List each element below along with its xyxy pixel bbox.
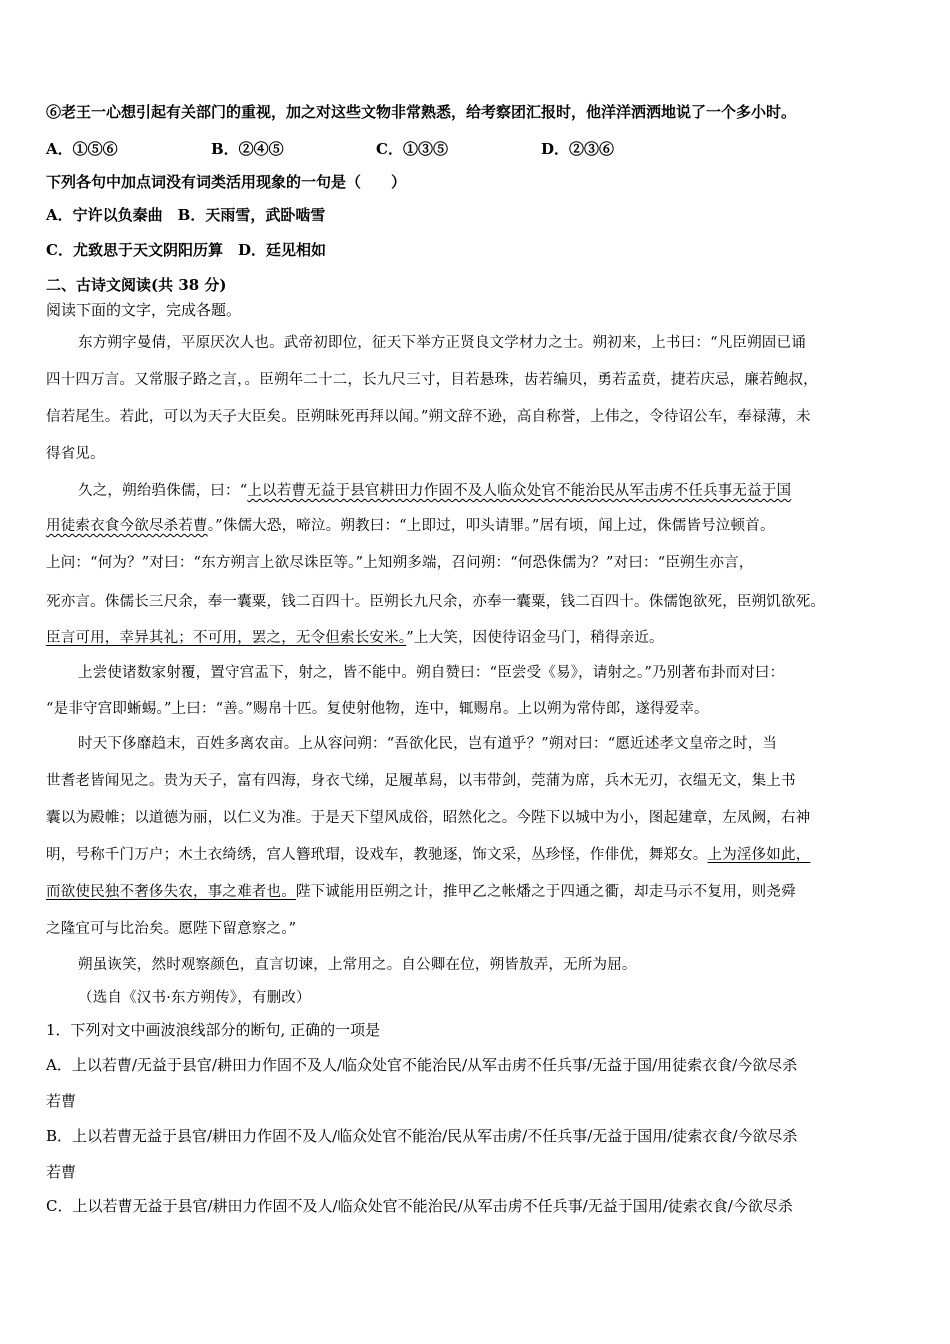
passage-p2-line5 <box>46 628 664 648</box>
choice-d: D．②③⑥ <box>541 140 615 158</box>
q6-statement: ⑥老王一心想引起有关部门的重视，加之对这些文物非常熟悉，给考察团汇报时，他洋洋洒洒地说了一个多小时。 <box>46 103 797 121</box>
choice-a: A．①⑤⑥ <box>46 140 118 158</box>
choice-c: C．①③⑤ <box>376 140 448 158</box>
word-usage-options-cd: C．尤致思于天文阴阳历算 D．廷见相如 <box>46 241 326 259</box>
question1-option-a-cont: 若曹 <box>46 1092 77 1110</box>
underlined-sentence: 而欲使民独不奢侈失农，事之难者也。 <box>46 884 296 900</box>
passage-p4-line5 <box>46 882 796 902</box>
question1-option-a: A．上以若曹/无益于县官/耕田力作固不及人/临众处官不能治民/从军击虏不任兵事/无益于国/用徒索衣食/今欲尽杀 <box>46 1056 798 1074</box>
passage-p4-line3: 囊以为殿帷；以道德为丽，以仁义为准。于是天下望风成俗，昭然化之。今陛下以城中为小，图起建章，左凤阙，右神 <box>46 810 811 826</box>
passage-p1-line4: 得省见。 <box>46 446 105 462</box>
passage-text: 。”侏儒大恐，啼泣。朔教曰：“上即过，叩头请罪。”居有顷，闻上过，侏儒皆号泣顿首。 <box>207 518 775 534</box>
passage-source: （选自《汉书·东方朔传》，有删改） <box>78 990 311 1006</box>
passage-text: 陛下诚能用臣朔之计，推甲乙之帐燔之于四通之衢，却走马示不复用，则尧舜 <box>295 884 796 900</box>
question1-option-c: C．上以若曹无益于县官/耕田力作固不及人/临众处官不能治民/从军击虏不任兵事/无益于国用/徒索衣食/今欲尽杀 <box>46 1197 793 1215</box>
passage-p2-line1 <box>78 481 791 501</box>
answer-choices <box>46 139 614 159</box>
wavy-underlined-text: 用徒索衣食今欲尽杀若曹 <box>46 518 208 534</box>
section-instruction: 阅读下面的文字，完成各题。 <box>46 301 242 319</box>
passage-p2-line4: 死亦言。侏儒长三尺余，奉一囊粟，钱二百四十。臣朔长九尺余，亦奉一囊粟，钱二百四十。侏儒饱欲死，臣朔饥欲死。 <box>46 594 826 610</box>
underlined-sentence: 臣言可用，幸异其礼；不可用，罢之，无令但索长安米。 <box>46 630 407 646</box>
passage-p4-line6: 之隆宜可与比治矣。愿陛下留意察之。” <box>46 921 297 937</box>
passage-p1-line2: 四十四万言。又常服子路之言，。臣朔年二十二，长九尺三寸，目若悬珠，齿若编贝，勇若孟贲，捷若庆忌，廉若鲍叔， <box>46 372 818 388</box>
choice-b: B．②④⑤ <box>211 140 284 158</box>
question1-option-b-cont: 若曹 <box>46 1163 77 1181</box>
wavy-underlined-text: 上以若曹无益于县官耕田力作固不及人临众处官不能治民从军击虏不任兵事无益于国 <box>247 483 792 499</box>
passage-p3-line2: “是非守宫即蜥蜴。”上曰：“善。”赐帛十匹。复使射他物，连中，辄赐帛。上以朔为常侍郎，遂得爱幸。 <box>46 701 709 717</box>
passage-text: ”上大笑，因使待诏金马门，稍得亲近。 <box>406 630 664 646</box>
passage-p4-line4 <box>46 845 810 865</box>
passage-p3-line1: 上尝使诸数家射覆，置守宫盂下，射之，皆不能中。朔自赞曰：“臣尝受《易》，请射之。”乃别著布卦而对曰： <box>78 665 785 681</box>
passage-p4-line1: 时天下侈靡趋末，百姓多离农亩。上从容问朔：“吾欲化民，岂有道乎？”朔对曰：“愿近述孝文皇帝之时，当 <box>78 736 778 752</box>
passage-p2-line3: 上问：“何为？”对曰：“东方朔言上欲尽诛臣等。”上知朔多端，召问朔：“何恐侏儒为？”对曰：“臣朔生亦言， <box>46 555 754 571</box>
section-title: 二、古诗文阅读(共 38 分) <box>46 276 227 294</box>
passage-p4-line2: 世耆老皆闻见之。贵为天子，富有四海，身衣弋绨，足履革舄，以韦带剑，莞蒲为席，兵木无刃，衣缊无文，集上书 <box>46 773 796 789</box>
word-usage-options-ab: A．宁许以负秦曲 B．天雨雪，武卧啮雪 <box>46 206 326 224</box>
passage-p5-line1: 朔虽诙笑，然时观察颜色，直言切谏，上常用之。自公卿在位，朔皆敖弄，无所为屈。 <box>78 957 637 973</box>
word-usage-stem: 下列各句中加点词没有词类活用现象的一句是（ ） <box>46 173 407 191</box>
passage-p1-line3: 信若尾生。若此，可以为天子大臣矣。臣朔昧死再拜以闻。”朔文辞不逊，高自称誉，上伟之，令待诏公车，奉禄薄，未 <box>46 409 811 425</box>
passage-p1-line1: 东方朔字曼倩，平原厌次人也。武帝初即位，征天下举方正贤良文学材力之士。朔初来，上书曰：“凡臣朔固已诵 <box>78 335 806 351</box>
passage-text: 明，号称千门万户；木土衣绮绣，宫人簪玳瑁，设戏车，教驰逐，饰文采，丛珍怪，作俳优，舞郑女。 <box>46 847 708 863</box>
question1-option-b: B．上以若曹无益于县官/耕田力作固不及人/临众处官不能治/民从军击虏/不任兵事/无益于国用/徒索衣食/今欲尽杀 <box>46 1127 798 1145</box>
passage-text: 久之，朔绐驺侏儒，曰：“ <box>78 483 248 499</box>
question1-stem: 1．下列对文中画波浪线部分的断句, 正确的一项是 <box>46 1021 381 1039</box>
passage-p2-line2 <box>46 516 775 536</box>
underlined-sentence: 上为淫侈如此， <box>707 847 811 863</box>
